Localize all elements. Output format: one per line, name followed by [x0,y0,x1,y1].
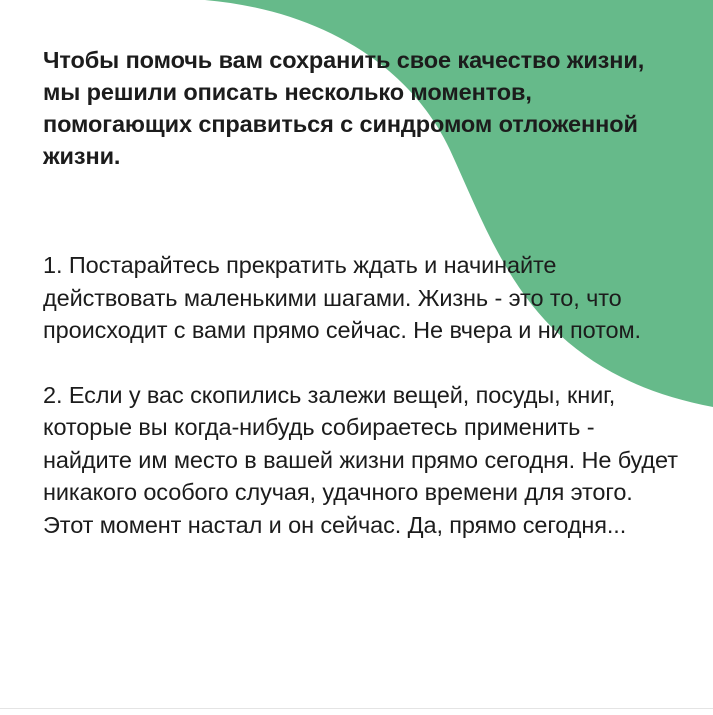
intro-paragraph: Чтобы помочь вам сохранить свое качество жизни, мы решили описать несколько моментов, помогающих справиться с синдромом отложенной жизни. [43,47,645,169]
bottom-divider [0,708,713,709]
tip-paragraph-2: 2. Если у вас скопились залежи вещей, посуды, книг, которые вы когда-нибудь собираетесь применить - найдите им место в вашей жизни прямо сегодня. Не будет никакого особого случая, удачного времени для этого. Этот момент настал и он сейчас. Да, прямо сегодня... [43,381,678,538]
text-content [43,44,693,541]
tip-paragraph-1: 1. Постарайтесь прекратить ждать и начинайте действовать маленькими шагами. Жизнь - это то, что происходит с вами прямо сейчас. Не вчера и ни потом. [43,252,641,343]
